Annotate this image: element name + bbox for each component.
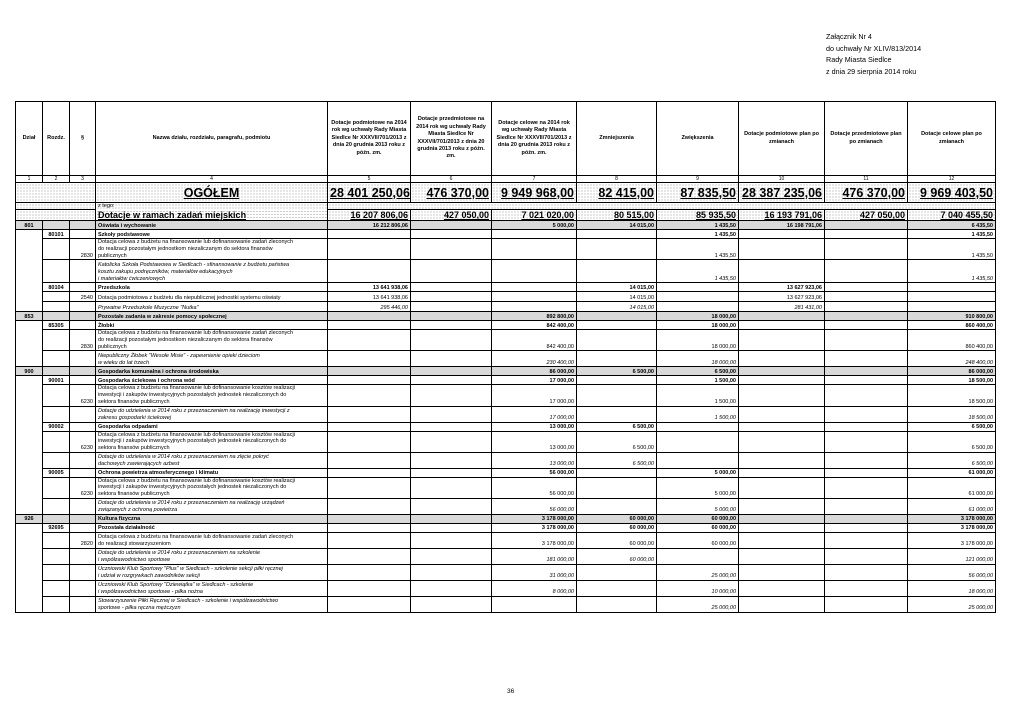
value-cell: 18 500,00	[908, 406, 996, 422]
value-cell: 14 015,00	[577, 221, 657, 230]
value-cell: 1 435,50	[657, 230, 739, 239]
paragraf-row	[16, 330, 996, 351]
budget-table	[15, 101, 996, 613]
total-cell: 28 401 250,06	[328, 183, 411, 203]
paragraf-row	[16, 477, 996, 498]
paragraf-row	[16, 385, 996, 406]
value-cell: 3 178 000,00	[908, 532, 996, 548]
dzial-code: 853	[16, 312, 43, 321]
rozdzial-name: Przedszkola	[96, 283, 328, 292]
value-cell: 181 000,00	[492, 548, 577, 564]
value-cell: 18 000,00	[657, 351, 739, 367]
paragraf-code: 2830	[70, 239, 96, 260]
header-dzial: Dział	[16, 102, 43, 176]
paragraf-name-line: inwestycji i zakupów inwestycyjnych pozostałych jednostek niezaliczonych do	[98, 392, 287, 399]
paragraf-name-line: Dotacja celowa z budżetu na finansowanie lub dofinansowanie zadań zleconych	[98, 534, 294, 541]
total-cell: 87 835,50	[657, 183, 739, 203]
paragraf-code: 2820	[70, 532, 96, 548]
entity-name-line: Dotacje do udzielenia w 2014 roku z przeznaczeniem na realizację inwestycji z	[98, 408, 290, 415]
value-cell: 18 000,00	[657, 312, 739, 321]
paragraf-name-line: do realizacji stowarzyszeniom	[98, 541, 171, 548]
entity-name-line: Dotacje do udzielenia w 2014 roku z przeznaczeniem na realizację urządzeń	[98, 500, 285, 507]
page-number: 36	[507, 688, 515, 695]
rozdzial-row	[16, 523, 996, 532]
value-cell: 18 500,00	[908, 376, 996, 385]
value-cell: 60 000,00	[577, 532, 657, 548]
value-cell: 60 000,00	[657, 514, 739, 523]
value-cell: 60 000,00	[657, 532, 739, 548]
total-cell: 9 949 968,00	[492, 183, 577, 203]
paragraf-name-line: do realizacji pozostałym jednostkom niezaliczanym do sektora finansów	[98, 245, 273, 252]
value-cell: 25 000,00	[657, 564, 739, 580]
rozdzial-name: Gospodarka ściekowa i ochrona wód	[96, 376, 328, 385]
value-cell: 14 015,00	[577, 302, 657, 312]
value-cell: 14 015,00	[577, 292, 657, 302]
entity-name-line: Stowarzyszenie Piłki Ręcznej w Siedlcach - szkolenie i współzawodnictwo	[98, 598, 279, 605]
paragraf-name-line: sektora finansów publicznych	[98, 398, 170, 405]
column-number: 8	[577, 176, 657, 183]
paragraf-name-line: inwestycji i zakupów inwestycyjnych pozostałych jednostek niezaliczonych do	[98, 438, 287, 445]
paragraf-name-line: do realizacji pozostałym jednostkom niezaliczanym do sektora finansów	[98, 337, 273, 344]
value-cell: 56 000,00	[492, 477, 577, 498]
entity-row	[16, 452, 996, 468]
entity-row	[16, 580, 996, 596]
value-cell: 13 627 923,06	[739, 292, 825, 302]
value-cell: 17 000,00	[492, 376, 577, 385]
paragraf-code: 6230	[70, 385, 96, 406]
city-tasks-cell: 7 040 455,50	[908, 210, 996, 221]
annex-note	[826, 31, 921, 77]
value-cell: 56 000,00	[492, 498, 577, 514]
value-cell: 1 500,00	[657, 376, 739, 385]
paragraf-name-line: Dotacja celowa z budżetu na finansowanie lub dofinansowanie kosztów realizacji	[98, 385, 295, 392]
value-cell: 31 000,00	[492, 564, 577, 580]
value-cell: 25 000,00	[908, 596, 996, 612]
annex-line: Załącznik Nr 4	[826, 32, 872, 41]
header-rozdz: Rozdz.	[43, 102, 70, 176]
header-dotacje-celowe: Dotacje celowe na 2014 rok wg uchwały Rady Miasta Siedlce Nr XXXVII/701/2013 z dnia 20 grudnia 2013 roku z późn. zm.	[492, 102, 577, 176]
value-cell: 16 212 806,06	[328, 221, 411, 230]
spacer-cell	[16, 210, 96, 221]
dzial-name: Oświata i wychowanie	[96, 221, 328, 230]
value-cell: 13 627 923,06	[739, 283, 825, 292]
column-number: 12	[908, 176, 996, 183]
value-cell: 61 000,00	[908, 468, 996, 477]
value-cell: 281 431,00	[739, 302, 825, 312]
value-cell: 17 000,00	[492, 406, 577, 422]
entity-row	[16, 351, 996, 367]
column-number: 2	[43, 176, 70, 183]
column-number: 4	[96, 176, 328, 183]
header-podmiotowe-plan: Dotacje podmiotowe plan po zmianach	[739, 102, 825, 176]
header-zmniejszenia: Zmniejszenia	[577, 102, 657, 176]
value-cell: 5 000,00	[492, 221, 577, 230]
city-tasks-cell: 80 515,00	[577, 210, 657, 221]
entity-row	[16, 260, 996, 283]
value-cell: 13 000,00	[492, 431, 577, 452]
dzial-code: 926	[16, 514, 43, 523]
value-cell: 1 435,50	[908, 230, 996, 239]
value-cell: 6 500,00	[908, 422, 996, 431]
total-row	[16, 183, 996, 203]
value-cell: 121 000,00	[908, 548, 996, 564]
city-tasks-cell: 7 021 020,00	[492, 210, 577, 221]
entity-name-line: związanych z ochroną powietrza	[98, 507, 178, 514]
rozdzial-row	[16, 230, 996, 239]
rozdzial-row	[16, 376, 996, 385]
header-row	[16, 102, 996, 176]
value-cell: 1 435,50	[657, 221, 739, 230]
total-label: OGÓŁEM	[96, 183, 328, 203]
value-cell: 5 000,00	[657, 477, 739, 498]
entity-name-line: kosztu zakupu podręczników, materiałów edukacyjnych	[98, 268, 233, 275]
value-cell: 56 000,00	[908, 564, 996, 580]
paragraf-row	[16, 532, 996, 548]
column-number: 10	[739, 176, 825, 183]
value-cell: 60 000,00	[577, 523, 657, 532]
paragraf-row	[16, 239, 996, 260]
annex-line: do uchwały Nr XLIV/813/2014	[826, 43, 922, 53]
value-cell: 230 400,00	[492, 351, 577, 367]
entity-name-line: Niepubliczny Żłobek "Wesołe Misie" - zapewnienie opieki dzieciom	[98, 353, 260, 360]
total-cell: 9 969 403,50	[908, 183, 996, 203]
rozdzial-code: 80101	[43, 230, 70, 239]
paragraf-name-line: publicznych	[98, 252, 127, 259]
paragraf-code: 2540	[70, 292, 96, 302]
value-cell: 860 400,00	[908, 330, 996, 351]
value-cell: 61 000,00	[908, 477, 996, 498]
entity-name-line: Uczniowski Klub Sportowy "Dziewiątka" w Siedlcach - szkolenie	[98, 582, 254, 589]
value-cell: 6 435,50	[908, 221, 996, 230]
value-cell: 3 178 000,00	[492, 523, 577, 532]
value-cell: 3 178 000,00	[908, 514, 996, 523]
rozdzial-row	[16, 283, 996, 292]
entity-name-line: dachowych zawierających azbest	[98, 460, 180, 467]
header-zwiekszenia: Zwiększenia	[657, 102, 739, 176]
entity-row	[16, 302, 996, 312]
entity-name-line: Dotacje do udzielenia w 2014 roku z przeznaczeniem na szkolenie	[98, 550, 261, 557]
rozdzial-code: 85305	[43, 321, 70, 330]
header-dotacje-przedmiotowe: Dotacje przedmiotowe na 2014 rok wg uchwały Rady Miasta Siedlce Nr XXXVII/701/2013 z dnia 20 grudnia 2013 roku z późn. zm.	[411, 102, 492, 176]
value-cell: 1 435,50	[908, 260, 996, 283]
value-cell: 910 800,00	[908, 312, 996, 321]
value-cell: 61 000,00	[908, 498, 996, 514]
dzial-code: 801	[16, 221, 43, 230]
value-cell: 3 178 000,00	[492, 514, 577, 523]
paragraf-name-line: sektora finansów publicznych	[98, 444, 170, 451]
value-cell: 25 000,00	[657, 596, 739, 612]
value-cell: 6 500,00	[577, 452, 657, 468]
value-cell: 842 400,00	[492, 321, 577, 330]
city-tasks-row	[16, 210, 996, 221]
rozdzial-name: Ochrona powietrza atmosferycznego i klimatu	[96, 468, 328, 477]
dzial-name: Gospodarka komunalna i ochrona środowiska	[96, 367, 328, 376]
entity-name-line: sportowe - piłka ręczna mężczyzn	[98, 605, 181, 612]
rozdzial-code: 90005	[43, 468, 70, 477]
rozdzial-row	[16, 422, 996, 431]
entity-name-line: i materiałów ćwiczeniowych	[98, 275, 166, 282]
value-cell: 1 435,50	[657, 239, 739, 260]
city-tasks-cell: 16 207 806,06	[328, 210, 411, 221]
total-spacer	[16, 183, 96, 203]
value-cell: 3 178 000,00	[492, 532, 577, 548]
entity-name-line: Dotacje do udzielenia w 2014 roku z przeznaczeniem na zlęcie pokryć	[98, 454, 269, 461]
total-cell: 28 387 235,06	[739, 183, 825, 203]
rozdzial-name: Gospodarka odpadami	[96, 422, 328, 431]
city-tasks-cell: 16 193 791,06	[739, 210, 825, 221]
paragraf-row	[16, 292, 996, 302]
entity-name-line: i współzawodnictwo sportowe	[98, 557, 171, 564]
rozdzial-name: Szkoły podstawowe	[96, 230, 328, 239]
value-cell: 18 000,00	[657, 321, 739, 330]
header-celowe-plan: Dotacje celowe plan po zmianach	[908, 102, 996, 176]
z-tego-row	[16, 203, 996, 210]
value-cell: 1 500,00	[657, 406, 739, 422]
entity-name-line: i współzawodnictwo sportowe - piłka nożna	[98, 589, 203, 596]
paragraf-row	[16, 431, 996, 452]
value-cell: 17 000,00	[492, 385, 577, 406]
annex-line: z dnia 29 sierpnia 2014 roku	[826, 66, 917, 76]
column-number: 7	[492, 176, 577, 183]
value-cell: 1 435,50	[908, 239, 996, 260]
spacer-cell	[328, 203, 996, 210]
value-cell: 13 641 938,06	[328, 292, 411, 302]
entity-name-line: w wieku do lat trzech	[98, 359, 150, 366]
value-cell: 1 435,50	[657, 260, 739, 283]
value-cell: 13 000,00	[492, 452, 577, 468]
value-cell: 56 000,00	[492, 468, 577, 477]
value-cell: 6 500,00	[577, 422, 657, 431]
header-nazwa: Nazwa działu, rozdziału, paragrafu, podmiotu	[96, 102, 328, 176]
entity-name-line: zakresu gospodarki ściekowej	[98, 414, 172, 421]
rozdzial-code: 80104	[43, 283, 70, 292]
value-cell: 16 198 791,06	[739, 221, 825, 230]
paragraf-name: Dotacja podmiotowa z budżetu dla niepublicznej jednostki systemu oświaty	[96, 292, 328, 302]
entity-row	[16, 498, 996, 514]
value-cell: 6 500,00	[908, 452, 996, 468]
value-cell: 60 000,00	[577, 548, 657, 564]
header-paragraf: §	[70, 102, 96, 176]
entity-row	[16, 564, 996, 580]
entity-name: Prywatne Przedszkole Muzyczne "Nutka"	[96, 302, 328, 312]
rozdzial-row	[16, 468, 996, 477]
value-cell: 18 500,00	[908, 385, 996, 406]
value-cell: 842 400,00	[492, 330, 577, 351]
paragraf-name-line: Dotacja celowa z budżetu na finansowanie lub dofinansowanie kosztów realizacji	[98, 431, 295, 438]
rozdzial-row	[16, 321, 996, 330]
city-tasks-cell: 427 050,00	[411, 210, 492, 221]
header-dotacje-podmiotowe: Dotacje podmiotowe na 2014 rok wg uchwały Rady Miasta Siedlce Nr XXXVII/701/2013 z dnia 20 grudnia 2013 roku z późn. zm.	[328, 102, 411, 176]
total-cell: 82 415,00	[577, 183, 657, 203]
column-number-row	[16, 176, 996, 183]
value-cell: 60 000,00	[657, 523, 739, 532]
dzial-name: Pozostałe zadania w zakresie pomocy społecznej	[96, 312, 328, 321]
dzial-code: 900	[16, 367, 43, 376]
column-number: 5	[328, 176, 411, 183]
entity-name-line: Katolicka Szkoła Podstawowa w Siedlcach - sfinansowanie z budżetu państwa	[98, 262, 290, 269]
dzial-row	[16, 312, 996, 321]
value-cell: 1 500,00	[657, 385, 739, 406]
rozdzial-code: 90002	[43, 422, 70, 431]
column-number: 6	[411, 176, 492, 183]
value-cell: 248 400,00	[908, 351, 996, 367]
value-cell: 86 000,00	[492, 367, 577, 376]
paragraf-name-line: inwestycji i zakupów inwestycyjnych pozostałych jednostek niezaliczonych do	[98, 484, 287, 491]
total-cell: 476 370,00	[411, 183, 492, 203]
value-cell: 892 800,00	[492, 312, 577, 321]
rozdzial-code: 92695	[43, 523, 70, 532]
value-cell: 5 000,00	[657, 498, 739, 514]
column-number: 1	[16, 176, 43, 183]
value-cell: 6 500,00	[577, 367, 657, 376]
dzial-row	[16, 367, 996, 376]
z-tego-label: z tego:	[96, 203, 328, 210]
entity-name-line: i udział w rozgrywkach zawodników sekcji	[98, 573, 200, 580]
value-cell: 860 400,00	[908, 321, 996, 330]
dzial-name: Kultura fizyczna	[96, 514, 328, 523]
city-tasks-cell: 427 050,00	[825, 210, 908, 221]
value-cell: 8 000,00	[492, 580, 577, 596]
value-cell: 60 000,00	[577, 514, 657, 523]
dzial-row	[16, 514, 996, 523]
column-number: 9	[657, 176, 739, 183]
annex-line: Rady Miasta Siedlce	[826, 55, 892, 64]
value-cell: 6 500,00	[657, 367, 739, 376]
paragraf-code: 6230	[70, 431, 96, 452]
value-cell: 6 500,00	[577, 431, 657, 452]
value-cell: 18 000,00	[908, 580, 996, 596]
column-number: 3	[70, 176, 96, 183]
paragraf-name-line: Dotacja celowa z budżetu na finansowanie lub dofinansowanie zadań zleconych	[98, 239, 294, 246]
value-cell: 10 000,00	[657, 580, 739, 596]
rozdzial-name: Żłobki	[96, 321, 328, 330]
value-cell: 18 000,00	[657, 330, 739, 351]
paragraf-name-line: Dotacja celowa z budżetu na finansowanie lub dofinansowanie kosztów realizacji	[98, 477, 295, 484]
entity-name-line: Uczniowski Klub Sportowy "Plus" w Siedlcach - szkolenie sekcji piłki ręcznej	[98, 566, 283, 573]
paragraf-name-line: publicznych	[98, 343, 127, 350]
entity-row	[16, 548, 996, 564]
total-cell: 476 370,00	[825, 183, 908, 203]
entity-row	[16, 406, 996, 422]
spacer-cell	[16, 203, 96, 210]
paragraf-name-line: Dotacja celowa z budżetu na finansowanie lub dofinansowanie zadań zleconych	[98, 330, 294, 337]
header-przedmiotowe-plan: Dotacje przedmiotowe plan po zmianach	[825, 102, 908, 176]
value-cell: 3 178 000,00	[908, 523, 996, 532]
dzial-row	[16, 221, 996, 230]
paragraf-name-line: sektora finansów publicznych	[98, 491, 170, 498]
value-cell: 6 500,00	[908, 431, 996, 452]
value-cell: 5 000,00	[657, 468, 739, 477]
city-tasks-label: Dotacje w ramach zadań miejskich	[96, 210, 328, 221]
value-cell: 86 000,00	[908, 367, 996, 376]
rozdzial-code: 90001	[43, 376, 70, 385]
column-number: 11	[825, 176, 908, 183]
paragraf-code: 2830	[70, 330, 96, 351]
city-tasks-cell: 85 935,50	[657, 210, 739, 221]
entity-row	[16, 596, 996, 612]
value-cell: 13 000,00	[492, 422, 577, 431]
value-cell: 14 015,00	[577, 283, 657, 292]
rozdzial-name: Pozostała działalność	[96, 523, 328, 532]
paragraf-code: 6230	[70, 477, 96, 498]
value-cell: 295 446,00	[328, 302, 411, 312]
value-cell: 13 641 938,06	[328, 283, 411, 292]
